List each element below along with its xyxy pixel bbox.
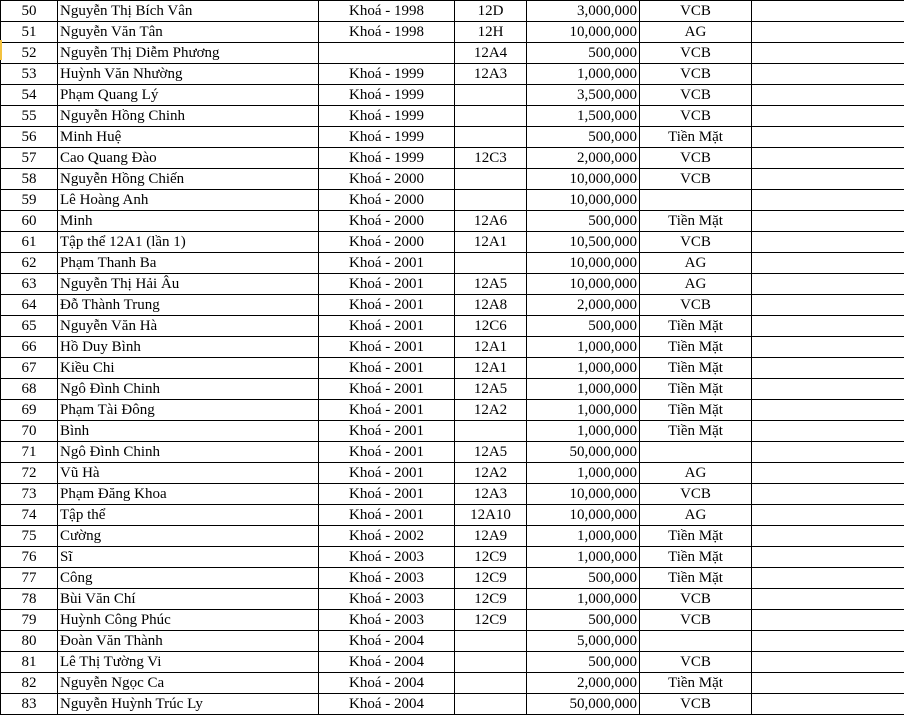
table-row	[1, 484, 904, 505]
table-row	[1, 421, 904, 442]
cell-class[interactable]: 12A5	[455, 379, 527, 400]
table-row	[1, 400, 904, 421]
sheet-body	[1, 1, 904, 715]
cell-class[interactable]: 12A8	[455, 295, 527, 316]
cell-donor-name[interactable]: Huỳnh Văn Nhường	[58, 64, 319, 85]
cell-amount[interactable]: 3,000,000	[527, 1, 640, 22]
cell-amount[interactable]: 2,000,000	[527, 295, 640, 316]
cell-amount[interactable]: 1,000,000	[527, 379, 640, 400]
cell-amount[interactable]: 500,000	[527, 127, 640, 148]
cell-number[interactable]: 69	[1, 400, 58, 421]
cell-empty[interactable]	[752, 463, 904, 484]
cell-cohort[interactable]: Khoá - 1999	[319, 85, 455, 106]
cell-class[interactable]: 12A10	[455, 505, 527, 526]
table-row	[1, 232, 904, 253]
cell-number[interactable]: 78	[1, 589, 58, 610]
cell-payment-method[interactable]: VCB	[640, 43, 752, 64]
cell-class[interactable]	[455, 169, 527, 190]
cell-empty[interactable]	[752, 400, 904, 421]
cell-empty[interactable]	[752, 337, 904, 358]
cell-number[interactable]: 63	[1, 274, 58, 295]
table-row	[1, 106, 904, 127]
cell-donor-name[interactable]: Kiều Chi	[58, 358, 319, 379]
cell-payment-method[interactable]: VCB	[640, 610, 752, 631]
cell-cohort[interactable]: Khoá - 2001	[319, 421, 455, 442]
cell-empty[interactable]	[752, 169, 904, 190]
cell-amount[interactable]: 1,000,000	[527, 463, 640, 484]
cell-payment-method[interactable]: Tiền Mặt	[640, 526, 752, 547]
cell-cohort[interactable]: Khoá - 2003	[319, 610, 455, 631]
cell-amount[interactable]: 1,500,000	[527, 106, 640, 127]
cell-class[interactable]: 12A3	[455, 484, 527, 505]
cell-cohort[interactable]: Khoá - 2001	[319, 253, 455, 274]
cell-payment-method[interactable]: VCB	[640, 589, 752, 610]
cell-donor-name[interactable]: Bình	[58, 421, 319, 442]
cell-number[interactable]: 83	[1, 694, 58, 715]
cell-payment-method[interactable]: Tiền Mặt	[640, 421, 752, 442]
cell-payment-method[interactable]: AG	[640, 505, 752, 526]
cell-empty[interactable]	[752, 589, 904, 610]
cell-cohort[interactable]: Khoá - 2001	[319, 379, 455, 400]
cell-payment-method[interactable]: AG	[640, 274, 752, 295]
cell-donor-name[interactable]: Ngô Đình Chinh	[58, 379, 319, 400]
cell-payment-method[interactable]: VCB	[640, 484, 752, 505]
cell-number[interactable]: 58	[1, 169, 58, 190]
table-row	[1, 442, 904, 463]
cell-payment-method[interactable]: AG	[640, 253, 752, 274]
cell-class[interactable]	[455, 127, 527, 148]
cell-donor-name[interactable]: Huỳnh Công Phúc	[58, 610, 319, 631]
cell-empty[interactable]	[752, 316, 904, 337]
cell-donor-name[interactable]: Nguyễn Hồng Chiến	[58, 169, 319, 190]
table-row	[1, 211, 904, 232]
table-row	[1, 547, 904, 568]
cell-donor-name[interactable]: Ngô Đình Chinh	[58, 442, 319, 463]
cell-donor-name[interactable]: Vũ Hà	[58, 463, 319, 484]
cell-class[interactable]: 12C3	[455, 148, 527, 169]
cell-amount[interactable]: 500,000	[527, 43, 640, 64]
cell-payment-method[interactable]: Tiền Mặt	[640, 316, 752, 337]
cell-amount[interactable]: 3,500,000	[527, 85, 640, 106]
cell-donor-name[interactable]: Nguyễn Thị Hải Âu	[58, 274, 319, 295]
cell-payment-method[interactable]	[640, 442, 752, 463]
cell-empty[interactable]	[752, 547, 904, 568]
cell-donor-name[interactable]: Lê Hoàng Anh	[58, 190, 319, 211]
cell-empty[interactable]	[752, 1, 904, 22]
cell-cohort[interactable]: Khoá - 1998	[319, 1, 455, 22]
table-row	[1, 526, 904, 547]
cell-class[interactable]: 12D	[455, 1, 527, 22]
cell-payment-method[interactable]: VCB	[640, 652, 752, 673]
table-row	[1, 505, 904, 526]
cell-cohort[interactable]: Khoá - 2001	[319, 337, 455, 358]
cell-donor-name[interactable]: Nguyễn Văn Tân	[58, 22, 319, 43]
cell-class[interactable]: 12A5	[455, 442, 527, 463]
cell-cohort[interactable]: Khoá - 2001	[319, 505, 455, 526]
cell-payment-method[interactable]: VCB	[640, 1, 752, 22]
cell-payment-method[interactable]: Tiền Mặt	[640, 127, 752, 148]
cell-empty[interactable]	[752, 148, 904, 169]
cell-cohort[interactable]: Khoá - 2000	[319, 169, 455, 190]
cell-amount[interactable]: 1,000,000	[527, 64, 640, 85]
cell-payment-method[interactable]: Tiền Mặt	[640, 211, 752, 232]
cell-amount[interactable]: 10,000,000	[527, 505, 640, 526]
cell-class[interactable]: 12A4	[455, 43, 527, 64]
cell-number[interactable]: 61	[1, 232, 58, 253]
cell-number[interactable]: 54	[1, 85, 58, 106]
cell-class[interactable]: 12A9	[455, 526, 527, 547]
table-row	[1, 253, 904, 274]
cell-number[interactable]: 70	[1, 421, 58, 442]
cell-cohort[interactable]	[319, 43, 455, 64]
cell-amount[interactable]: 500,000	[527, 610, 640, 631]
cell-amount[interactable]: 5,000,000	[527, 631, 640, 652]
cell-payment-method[interactable]: Tiền Mặt	[640, 568, 752, 589]
cell-cohort[interactable]: Khoá - 2001	[319, 442, 455, 463]
cell-donor-name[interactable]: Nguyễn Thị Diễm Phương	[58, 43, 319, 64]
cell-class[interactable]: 12A1	[455, 358, 527, 379]
cell-class[interactable]	[455, 631, 527, 652]
table-row	[1, 337, 904, 358]
cell-empty[interactable]	[752, 484, 904, 505]
cell-empty[interactable]	[752, 232, 904, 253]
cell-cohort[interactable]: Khoá - 1999	[319, 106, 455, 127]
cell-number[interactable]: 64	[1, 295, 58, 316]
cell-donor-name[interactable]: Nguyễn Huỳnh Trúc Ly	[58, 694, 319, 715]
cell-payment-method[interactable]: VCB	[640, 148, 752, 169]
cell-class[interactable]	[455, 673, 527, 694]
cell-amount[interactable]: 10,000,000	[527, 169, 640, 190]
cell-empty[interactable]	[752, 442, 904, 463]
cell-donor-name[interactable]: Minh Huệ	[58, 127, 319, 148]
cell-donor-name[interactable]: Nguyễn Ngọc Ca	[58, 673, 319, 694]
table-row	[1, 673, 904, 694]
cell-number[interactable]: 81	[1, 652, 58, 673]
cell-cohort[interactable]: Khoá - 2000	[319, 190, 455, 211]
cell-donor-name[interactable]: Nguyễn Văn Hà	[58, 316, 319, 337]
cell-empty[interactable]	[752, 631, 904, 652]
cell-number[interactable]: 50	[1, 1, 58, 22]
cell-donor-name[interactable]: Công	[58, 568, 319, 589]
cell-class[interactable]: 12A1	[455, 337, 527, 358]
cell-empty[interactable]	[752, 190, 904, 211]
cell-cohort[interactable]: Khoá - 2003	[319, 568, 455, 589]
cell-empty[interactable]	[752, 358, 904, 379]
cell-class[interactable]: 12A3	[455, 64, 527, 85]
cell-cohort[interactable]: Khoá - 2001	[319, 400, 455, 421]
cell-payment-method[interactable]: VCB	[640, 232, 752, 253]
cell-cohort[interactable]: Khoá - 2001	[319, 463, 455, 484]
table-row	[1, 694, 904, 715]
cell-payment-method[interactable]: Tiền Mặt	[640, 673, 752, 694]
cell-number[interactable]: 80	[1, 631, 58, 652]
cell-cohort[interactable]: Khoá - 1998	[319, 22, 455, 43]
cell-payment-method[interactable]: VCB	[640, 295, 752, 316]
cell-class[interactable]: 12C9	[455, 568, 527, 589]
table-row	[1, 85, 904, 106]
cell-donor-name[interactable]: Nguyễn Hồng Chinh	[58, 106, 319, 127]
cell-empty[interactable]	[752, 694, 904, 715]
cell-class[interactable]: 12A2	[455, 400, 527, 421]
cell-class[interactable]: 12C6	[455, 316, 527, 337]
cell-empty[interactable]	[752, 421, 904, 442]
cell-number[interactable]: 67	[1, 358, 58, 379]
cell-cohort[interactable]: Khoá - 2002	[319, 526, 455, 547]
cell-number[interactable]: 56	[1, 127, 58, 148]
cell-payment-method[interactable]: Tiền Mặt	[640, 358, 752, 379]
cell-cohort[interactable]: Khoá - 2001	[319, 295, 455, 316]
cell-class[interactable]: 12H	[455, 22, 527, 43]
cell-amount[interactable]: 500,000	[527, 211, 640, 232]
cell-amount[interactable]: 500,000	[527, 568, 640, 589]
cell-class[interactable]: 12C9	[455, 589, 527, 610]
cell-amount[interactable]: 10,500,000	[527, 232, 640, 253]
cell-number[interactable]: 60	[1, 211, 58, 232]
cell-donor-name[interactable]: Hồ Duy Bình	[58, 337, 319, 358]
table-row	[1, 190, 904, 211]
table-row	[1, 148, 904, 169]
cell-amount[interactable]: 2,000,000	[527, 673, 640, 694]
cell-class[interactable]	[455, 694, 527, 715]
cell-number[interactable]: 71	[1, 442, 58, 463]
cell-amount[interactable]: 1,000,000	[527, 547, 640, 568]
cell-donor-name[interactable]: Đỗ Thành Trung	[58, 295, 319, 316]
cell-empty[interactable]	[752, 22, 904, 43]
table-row	[1, 22, 904, 43]
cell-payment-method[interactable]: Tiền Mặt	[640, 379, 752, 400]
cell-class[interactable]	[455, 85, 527, 106]
cell-cohort[interactable]: Khoá - 1999	[319, 148, 455, 169]
cell-amount[interactable]: 10,000,000	[527, 274, 640, 295]
cell-payment-method[interactable]	[640, 631, 752, 652]
cell-empty[interactable]	[752, 652, 904, 673]
cell-empty[interactable]	[752, 274, 904, 295]
cell-number[interactable]: 53	[1, 64, 58, 85]
cell-empty[interactable]	[752, 505, 904, 526]
table-row	[1, 568, 904, 589]
cell-number[interactable]: 75	[1, 526, 58, 547]
cell-empty[interactable]	[752, 43, 904, 64]
cell-cohort[interactable]: Khoá - 2003	[319, 589, 455, 610]
cell-cohort[interactable]: Khoá - 2001	[319, 484, 455, 505]
cell-number[interactable]: 51	[1, 22, 58, 43]
cell-number[interactable]: 59	[1, 190, 58, 211]
cell-number[interactable]: 52	[1, 43, 58, 64]
cell-donor-name[interactable]: Lê Thị Tường Vi	[58, 652, 319, 673]
table-row	[1, 316, 904, 337]
cell-cohort[interactable]: Khoá - 2004	[319, 694, 455, 715]
cell-class[interactable]: 12A6	[455, 211, 527, 232]
cell-number[interactable]: 74	[1, 505, 58, 526]
cell-amount[interactable]: 1,000,000	[527, 589, 640, 610]
cell-payment-method[interactable]: VCB	[640, 169, 752, 190]
cell-class[interactable]	[455, 652, 527, 673]
cell-payment-method[interactable]: VCB	[640, 106, 752, 127]
cell-empty[interactable]	[752, 211, 904, 232]
cell-amount[interactable]: 1,000,000	[527, 358, 640, 379]
cell-amount[interactable]: 10,000,000	[527, 22, 640, 43]
table-row	[1, 295, 904, 316]
table-row	[1, 358, 904, 379]
table-row	[1, 1, 904, 22]
cell-class[interactable]	[455, 421, 527, 442]
cell-empty[interactable]	[752, 379, 904, 400]
row-selection-marker	[0, 40, 2, 60]
cell-donor-name[interactable]: Minh	[58, 211, 319, 232]
cell-payment-method[interactable]	[640, 190, 752, 211]
cell-class[interactable]: 12A2	[455, 463, 527, 484]
cell-cohort[interactable]: Khoá - 2004	[319, 652, 455, 673]
table-row	[1, 127, 904, 148]
cell-empty[interactable]	[752, 106, 904, 127]
cell-class[interactable]	[455, 106, 527, 127]
cell-payment-method[interactable]: AG	[640, 22, 752, 43]
cell-donor-name[interactable]: Phạm Đăng Khoa	[58, 484, 319, 505]
cell-number[interactable]: 68	[1, 379, 58, 400]
cell-amount[interactable]: 50,000,000	[527, 442, 640, 463]
cell-amount[interactable]: 500,000	[527, 652, 640, 673]
cell-empty[interactable]	[752, 85, 904, 106]
cell-payment-method[interactable]: VCB	[640, 694, 752, 715]
cell-amount[interactable]: 1,000,000	[527, 400, 640, 421]
cell-number[interactable]: 73	[1, 484, 58, 505]
cell-class[interactable]	[455, 253, 527, 274]
cell-donor-name[interactable]: Nguyễn Thị Bích Vân	[58, 1, 319, 22]
cell-number[interactable]: 57	[1, 148, 58, 169]
cell-amount[interactable]: 50,000,000	[527, 694, 640, 715]
cell-donor-name[interactable]: Phạm Quang Lý	[58, 85, 319, 106]
cell-cohort[interactable]: Khoá - 1999	[319, 127, 455, 148]
cell-amount[interactable]: 1,000,000	[527, 421, 640, 442]
cell-empty[interactable]	[752, 568, 904, 589]
table-row	[1, 64, 904, 85]
cell-amount[interactable]: 1,000,000	[527, 337, 640, 358]
cell-number[interactable]: 66	[1, 337, 58, 358]
cell-number[interactable]: 76	[1, 547, 58, 568]
cell-payment-method[interactable]: Tiền Mặt	[640, 337, 752, 358]
cell-cohort[interactable]: Khoá - 2001	[319, 358, 455, 379]
cell-class[interactable]	[455, 190, 527, 211]
cell-donor-name[interactable]: Phạm Tài Đông	[58, 400, 319, 421]
table-row	[1, 589, 904, 610]
cell-empty[interactable]	[752, 610, 904, 631]
cell-number[interactable]: 62	[1, 253, 58, 274]
cell-amount[interactable]: 500,000	[527, 316, 640, 337]
cell-payment-method[interactable]: AG	[640, 463, 752, 484]
cell-class[interactable]: 12A1	[455, 232, 527, 253]
cell-cohort[interactable]: Khoá - 1999	[319, 64, 455, 85]
cell-number[interactable]: 79	[1, 610, 58, 631]
cell-amount[interactable]: 2,000,000	[527, 148, 640, 169]
table-row	[1, 652, 904, 673]
cell-payment-method[interactable]: VCB	[640, 85, 752, 106]
table-row	[1, 169, 904, 190]
table-row	[1, 43, 904, 64]
cell-payment-method[interactable]: VCB	[640, 64, 752, 85]
cell-donor-name[interactable]: Sĩ	[58, 547, 319, 568]
cell-amount[interactable]: 10,000,000	[527, 253, 640, 274]
cell-cohort[interactable]: Khoá - 2003	[319, 547, 455, 568]
table-row	[1, 379, 904, 400]
cell-number[interactable]: 72	[1, 463, 58, 484]
cell-empty[interactable]	[752, 295, 904, 316]
cell-number[interactable]: 82	[1, 673, 58, 694]
cell-donor-name[interactable]: Cao Quang Đào	[58, 148, 319, 169]
cell-donor-name[interactable]: Tập thể 12A1 (lần 1)	[58, 232, 319, 253]
cell-cohort[interactable]: Khoá - 2001	[319, 316, 455, 337]
cell-class[interactable]: 12A5	[455, 274, 527, 295]
cell-empty[interactable]	[752, 526, 904, 547]
cell-amount[interactable]: 10,000,000	[527, 190, 640, 211]
table-row	[1, 631, 904, 652]
cell-donor-name[interactable]: Tập thể	[58, 505, 319, 526]
cell-empty[interactable]	[752, 253, 904, 274]
cell-payment-method[interactable]: Tiền Mặt	[640, 400, 752, 421]
cell-number[interactable]: 77	[1, 568, 58, 589]
cell-empty[interactable]	[752, 673, 904, 694]
cell-donor-name[interactable]: Đoàn Văn Thành	[58, 631, 319, 652]
cell-donor-name[interactable]: Phạm Thanh Ba	[58, 253, 319, 274]
cell-class[interactable]: 12C9	[455, 610, 527, 631]
cell-cohort[interactable]: Khoá - 2000	[319, 211, 455, 232]
table-row	[1, 610, 904, 631]
cell-empty[interactable]	[752, 64, 904, 85]
cell-class[interactable]: 12C9	[455, 547, 527, 568]
cell-donor-name[interactable]: Cường	[58, 526, 319, 547]
cell-cohort[interactable]: Khoá - 2001	[319, 274, 455, 295]
cell-number[interactable]: 65	[1, 316, 58, 337]
cell-number[interactable]: 55	[1, 106, 58, 127]
cell-payment-method[interactable]: Tiền Mặt	[640, 547, 752, 568]
cell-empty[interactable]	[752, 127, 904, 148]
cell-amount[interactable]: 1,000,000	[527, 526, 640, 547]
table-row	[1, 463, 904, 484]
cell-amount[interactable]: 10,000,000	[527, 484, 640, 505]
cell-cohort[interactable]: Khoá - 2004	[319, 631, 455, 652]
cell-donor-name[interactable]: Bùi Văn Chí	[58, 589, 319, 610]
cell-cohort[interactable]: Khoá - 2004	[319, 673, 455, 694]
cell-cohort[interactable]: Khoá - 2000	[319, 232, 455, 253]
table-row	[1, 274, 904, 295]
